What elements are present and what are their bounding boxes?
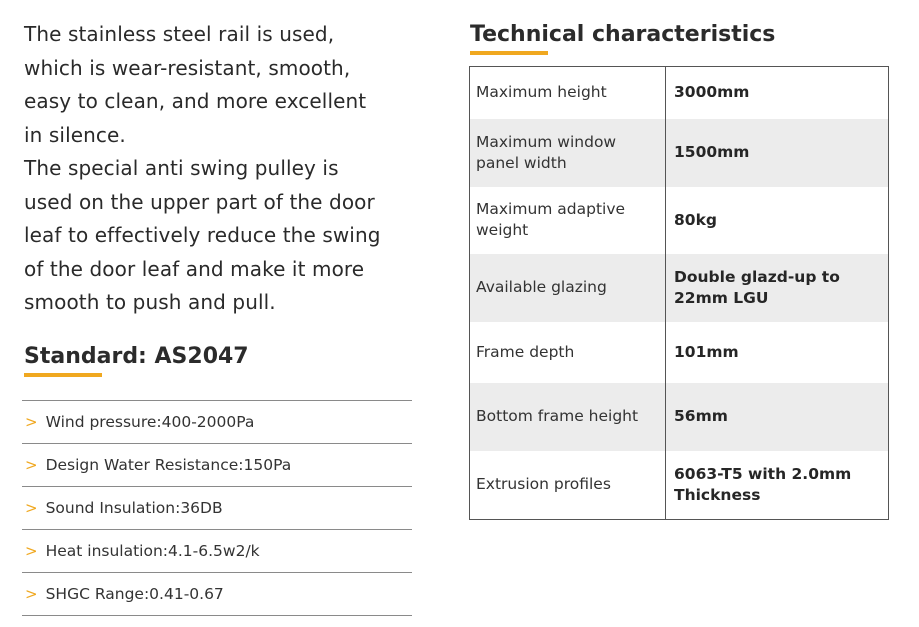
technical-heading-text: Technical characteristics [470, 22, 776, 47]
row-label: Maximum height [470, 67, 666, 119]
row-value: 1500mm [666, 119, 889, 187]
row-label: Maximum window panel width [470, 119, 666, 187]
standard-item-text: Wind pressure:400-2000Pa [45, 413, 255, 431]
row-value: 101mm [674, 342, 739, 361]
row-value: 80kg [674, 210, 717, 229]
standard-heading [24, 344, 249, 375]
standard-item-text: Heat insulation:4.1-6.5w2/k [45, 542, 260, 560]
table-row [470, 322, 889, 383]
table-row [470, 119, 889, 187]
row-value: Double glazd-up to 22mm LGU [666, 254, 889, 322]
standard-heading-text: Standard: AS2047 [24, 344, 249, 369]
intro-paragraph-1: The stainless steel rail is used, which is wear-resistant, smooth, easy to clean, and more excellent in silence. [24, 22, 367, 147]
table-row [470, 67, 889, 119]
intro-block [24, 18, 414, 320]
row-value: 56mm [666, 383, 889, 451]
chevron-right-icon: > [25, 585, 38, 603]
technical-heading-underline [470, 51, 548, 55]
standard-item-text: Design Water Resistance:150Pa [45, 456, 292, 474]
standard-heading-underline [24, 373, 102, 377]
list-item [22, 573, 412, 616]
chevron-right-icon: > [25, 499, 38, 517]
standard-item-text: Sound Insulation:36DB [45, 499, 223, 517]
table-row [470, 254, 889, 322]
chevron-right-icon: > [25, 413, 38, 431]
table-row [470, 187, 889, 254]
standard-list [22, 400, 412, 616]
table-row [470, 383, 889, 451]
list-item [22, 487, 412, 530]
chevron-right-icon: > [25, 542, 38, 560]
intro-paragraph-2: The special anti swing pulley is used on the upper part of the door leaf to effectively reduce the swing of the door leaf and make it more smooth to push and pull. [24, 156, 381, 314]
row-value: 6063-T5 with 2.0mm Thickness [674, 464, 852, 504]
intro-text [24, 18, 414, 320]
technical-table [469, 66, 889, 520]
row-label: Frame depth [470, 322, 666, 383]
list-item [22, 444, 412, 487]
list-item [22, 401, 412, 444]
technical-heading [470, 22, 775, 53]
row-label: Bottom frame height [470, 383, 666, 451]
list-item [22, 530, 412, 573]
chevron-right-icon: > [25, 456, 38, 474]
row-value: 3000mm [674, 83, 750, 102]
row-label: Extrusion profiles [470, 451, 666, 520]
table-row [470, 451, 889, 520]
standard-item-text: SHGC Range:0.41-0.67 [45, 585, 224, 603]
row-label: Available glazing [470, 254, 666, 322]
row-label: Maximum adaptive weight [470, 187, 666, 254]
